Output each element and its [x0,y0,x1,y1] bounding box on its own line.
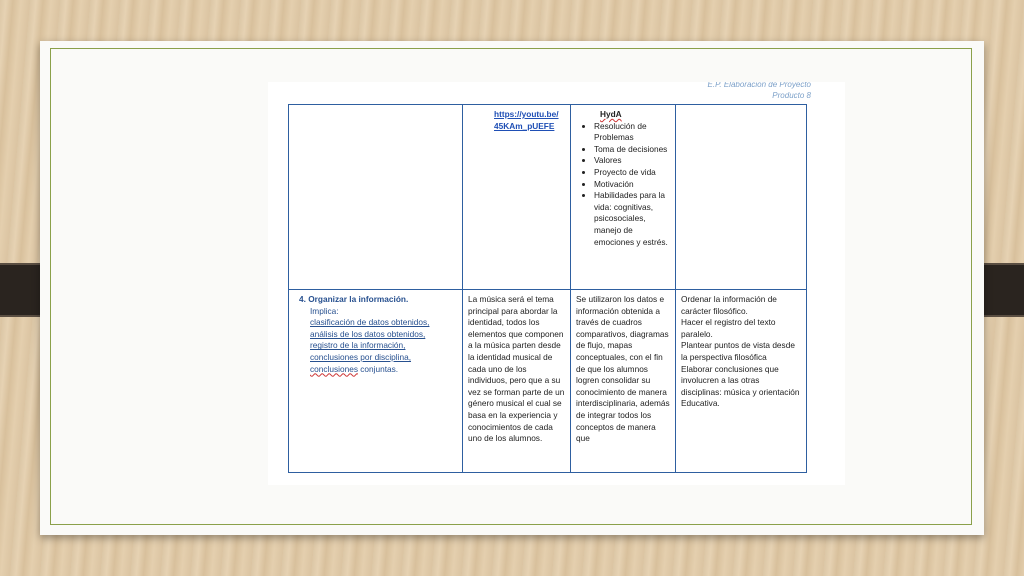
list-item: • Resolución de Problemas [594,121,670,144]
list-item: • Toma de decisiones [594,144,670,156]
list-item: • Proyecto de vida [594,167,670,179]
hyda-title: HydA [600,109,622,119]
philosophy-line: Elaborar conclusiones que involucren a las otras disciplinas: música y orientación Educativa. [681,363,800,409]
skills-list [576,121,670,249]
data-usage-text: Se utilizaron los datos e información obtenida a través de cuadros comparativos, diagramas de flujo, mapas conceptuales, con el fin de que los alumnos logren consolidar su conocimiento de manera interdisciplinaria, además de integrar todos los conceptos de manera que [576,294,670,444]
table-cell [676,105,807,290]
detail-line: clasificación de datos obtenidos, [310,317,430,328]
step-details [299,306,457,376]
table-cell [289,290,463,473]
philosophy-line: Ordenar la información de carácter filosófico. [681,294,777,316]
document-image [268,82,845,485]
table-cell [571,105,676,290]
table-cell [463,105,571,290]
video-link[interactable]: https://youtu.be/ 45KAm_pUEFE [494,109,559,131]
detail-line: Implica: [310,305,339,316]
table-cell [676,290,807,473]
header-line-1: E.P. Elaboración de Proyecto [707,82,811,89]
step-title: 4. Organizar la información. [299,294,409,304]
header-line-2: Producto 8 [772,91,811,100]
table-row [289,105,807,290]
philosophy-line: Plantear puntos de vista desde la perspectiva filosófica [681,340,795,362]
detail-line: registro de la información, [310,340,406,351]
planning-table [288,104,807,473]
philosophy-line: Hacer el registro del texto paralelo. [681,317,776,339]
list-item: • Valores [594,155,670,167]
music-text: La música será el tema principal para abordar la identidad, todos los elementos que componen a la música parten desde la identidad musical de cada uno de los individuos, pero que a su vez se forman parte de un género musical el cual se basa en la experiencia y conocimientos de cada uno de los alumnos. [468,294,565,444]
list-item: • Habilidades para la vida: cognitivas, psicosociales, manejo de emociones y estrés. [594,190,670,248]
table-cell [571,290,676,473]
document-header [708,82,811,101]
list-item: • Motivación [594,179,670,191]
table-row [289,290,807,473]
table-cell [289,105,463,290]
table-cell [463,290,571,473]
detail-line: análisis de los datos obtenidos, [310,328,426,339]
detail-line: conclusiones conjuntas. [310,363,399,374]
detail-line: conclusiones por disciplina, [310,351,412,362]
